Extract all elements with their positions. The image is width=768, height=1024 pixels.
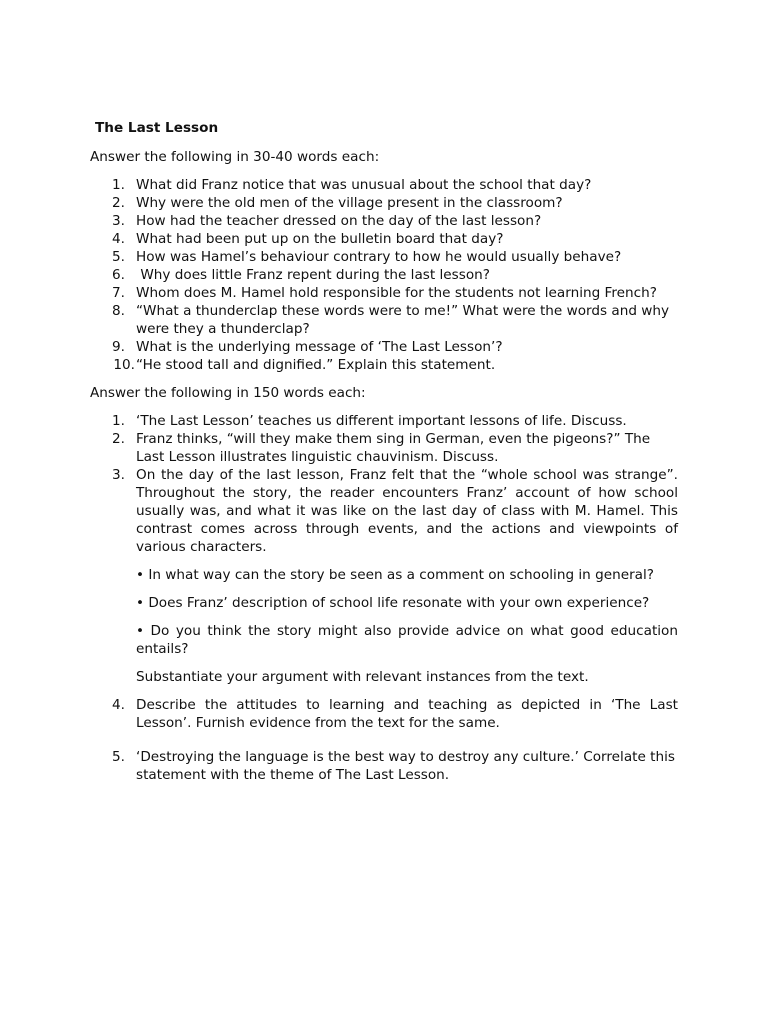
question-text: Describe the attitudes to learning and teaching as depicted in ‘The Last Lesson’. Furnish evidence from the text for the same. [136,697,678,731]
list-item: 9. What is the underlying message of ‘The Last Lesson’? [112,339,503,355]
section2-instruction: Answer the following in 150 words each: [90,385,366,401]
question-text: How was Hamel’s behaviour contrary to how he would usually behave? [136,249,622,265]
question-text: Why does little Franz repent during the last lesson? [136,267,490,283]
list-item: 4. Describe the attitudes to learning and teaching as depicted in ‘The Last Lesson’. Furnish evidence from the text for the same. [112,697,678,731]
question-text: On the day of the last lesson, Franz felt that the “whole school was strange”. Throughout the story, the reader encounters Franz’ account of how school usually was, and what it was like on the last day of class with M. Hamel. This contrast comes across through events, and the actions and viewpoints of various characters. [136,467,678,555]
question-text: Franz thinks, “will they make them sing in German, even the pigeons?” The Last Lesson illustrates linguistic chauvinism. Discuss. [136,431,651,465]
list-item: 5. How was Hamel’s behaviour contrary to how he would usually behave? [112,249,622,265]
question-text: ‘The Last Lesson’ teaches us different important lessons of life. Discuss. [136,413,627,429]
document-page [90,118,678,794]
list-item: 8. “What a thunderclap these words were to me!” What were the words and why were they a thunderclap? [112,303,670,337]
list-item: 10. “He stood tall and dignified.” Explain this statement. [113,357,496,373]
list-item: 2. Franz thinks, “will they make them sing in German, even the pigeons?” The Last Lesson illustrates linguistic chauvinism. Discuss. [112,431,651,465]
long-answer-questions [90,412,678,784]
list-item: 7. Whom does M. Hamel hold responsible for the students not learning French? [112,285,657,301]
document-title: The Last Lesson [95,120,219,136]
closing-instruction: Substantiate your argument with relevant instances from the text. [136,669,589,685]
short-answer-questions [90,176,678,374]
question-text: “He stood tall and dignified.” Explain this statement. [136,357,496,373]
list-item: 1. What did Franz notice that was unusual about the school that day? [112,177,592,193]
question-text: What is the underlying message of ‘The Last Lesson’? [136,339,503,355]
question-text: Why were the old men of the village present in the classroom? [136,195,563,211]
list-item: 5. ‘Destroying the language is the best way to destroy any culture.’ Correlate this statement with the theme of The Last Lesson. [90,748,678,784]
question-text: ‘Destroying the language is the best way to destroy any culture.’ Correlate this statement with the theme of The Last Lesson. [136,749,675,783]
question-text: “What a thunderclap these words were to me!” What were the words and why were they a thunderclap? [136,303,670,337]
bullet-point: • Do you think the story might also provide advice on what good education entails? [136,623,678,657]
question-text: What had been put up on the bulletin board that day? [136,231,504,247]
list-item: 2. Why were the old men of the village present in the classroom? [112,195,563,211]
question-text: Whom does M. Hamel hold responsible for the students not learning French? [136,285,657,301]
question-text: What did Franz notice that was unusual about the school that day? [136,177,592,193]
list-item: 3. On the day of the last lesson, Franz felt that the “whole school was strange”. Throughout the story, the reader encounters Franz’ account of how school usually was, and what it was like on the last day of class with M. Hamel. This contrast comes across through events, and the actions and viewpoints of various characters. • In what way can the story be seen as a comment on schooling in general? • Does Franz’ description of school life resonate with your own experience? • Do you think the story might also provide advice on what good education entails? Substantiate your argument with relevant instances from the text. [112,467,678,685]
list-item: 3. How had the teacher dressed on the day of the last lesson? [112,213,542,229]
section1-instruction: Answer the following in 30-40 words each: [90,149,380,165]
bullet-point: • In what way can the story be seen as a comment on schooling in general? [136,567,654,583]
list-item: 6. Why does little Franz repent during the last lesson? [112,267,490,283]
question-text: How had the teacher dressed on the day of the last lesson? [136,213,542,229]
bullet-point: • Does Franz’ description of school life resonate with your own experience? [136,595,650,611]
list-item: 4. What had been put up on the bulletin board that day? [112,231,504,247]
list-item: 1. ‘The Last Lesson’ teaches us different important lessons of life. Discuss. [112,413,627,429]
